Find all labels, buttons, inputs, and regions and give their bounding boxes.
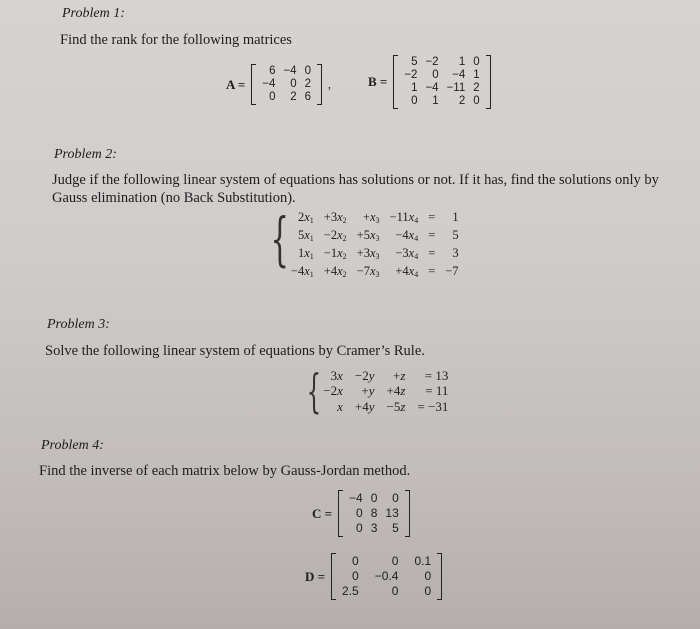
matrix-cell: 0	[473, 95, 480, 107]
equation-term: =	[428, 210, 436, 224]
problem-3-text: Solve the following linear system of equations by Cramer’s Rule.	[45, 343, 425, 359]
equation-term: $-2x_2$	[323, 228, 347, 243]
equation-term: $+3x_2$	[323, 210, 347, 225]
equation-term: $-1x_2$	[323, 246, 347, 261]
matrix-cell: 13	[385, 506, 399, 520]
matrix-c-grid	[343, 490, 405, 537]
equation-term: $+4x_2$	[323, 264, 347, 279]
matrix-cell: 0	[392, 491, 399, 505]
problem-2-text: Judge if the following linear system of equations has solutions or not. If it has, find the solutions only by Gauss elimination (no Back Substitution).	[52, 172, 659, 206]
problem-3-system	[292, 364, 449, 418]
equation-term: = 13	[424, 368, 449, 383]
problem-2-system	[252, 205, 459, 282]
matrix-cell: 0	[352, 554, 359, 568]
problem-3-title: Problem 3:	[47, 317, 110, 332]
equation-term: −7	[445, 264, 459, 278]
matrix-cell: 1	[473, 69, 480, 81]
equation-term: $+x_3$	[362, 210, 380, 225]
equation-term: $+3x_3$	[356, 246, 380, 261]
equation-term: $-7x_3$	[356, 264, 380, 279]
equation-term: −2y	[354, 368, 375, 383]
equation-term: $-4x_4$	[395, 228, 419, 243]
matrix-cell: 0	[352, 569, 359, 583]
matrix-b-grid	[398, 55, 485, 109]
equation-term: 3	[452, 246, 459, 260]
matrix-cell: 2.5	[342, 584, 359, 598]
matrix-cell: 1	[411, 82, 418, 94]
equation-term: 1	[452, 210, 459, 224]
matrix-d	[305, 553, 442, 600]
equation-term: = −31	[417, 398, 449, 414]
equation-term: =	[428, 246, 436, 260]
matrix-cell: 0	[411, 95, 418, 107]
matrix-cell: −4	[283, 65, 297, 77]
equation-term: $-4x_1$	[290, 264, 314, 279]
matrix-cell: 0	[424, 569, 432, 583]
equation-term: +y	[361, 383, 375, 399]
equation-term: +4y	[354, 398, 375, 414]
matrix-a	[226, 64, 331, 105]
matrix-cell: 2	[473, 82, 480, 94]
equation-term: $+4x_4$	[395, 264, 419, 279]
matrix-cell: 0	[269, 91, 276, 103]
matrix-cell: 0	[391, 584, 399, 598]
matrix-cell: −4	[349, 491, 363, 505]
matrix-b-label: B =	[368, 74, 388, 89]
matrix-d-grid	[336, 553, 437, 600]
equation-term: = 11	[425, 383, 449, 399]
problem-2-title: Problem 2:	[54, 147, 117, 162]
problem-1-text: Find the rank for the following matrices	[60, 32, 292, 48]
equation-term: =	[428, 264, 436, 278]
matrix-cell: 2	[290, 91, 297, 103]
matrix-c-label: C =	[312, 505, 333, 521]
matrix-a-grid	[256, 64, 317, 105]
equation-term: $-3x_4$	[395, 246, 419, 261]
problem-4-text: Find the inverse of each matrix below by Gauss-Jordan method.	[39, 463, 411, 479]
matrix-cell: −11	[446, 82, 466, 94]
equation-term: x	[337, 398, 343, 414]
system-3-grid	[323, 368, 448, 414]
matrix-cell: 2	[304, 78, 311, 90]
matrix-cell: 0	[290, 78, 297, 90]
equation-term: +4z	[386, 383, 406, 399]
equation-term: 5	[452, 228, 459, 242]
matrix-cell: −2	[425, 56, 439, 68]
matrix-cell: 0	[424, 584, 432, 598]
matrix-cell: 0	[391, 554, 399, 568]
matrix-d-label: D =	[305, 568, 326, 584]
matrix-cell: 0	[356, 506, 363, 520]
left-brace-icon: {	[270, 205, 289, 273]
equation-term: $1x_1$	[297, 246, 314, 261]
matrix-cell: −0.4	[374, 569, 399, 583]
matrix-c	[312, 490, 410, 537]
matrix-cell: 0	[473, 56, 480, 68]
matrix-a-label: A =	[226, 76, 246, 92]
matrix-cell: 6	[269, 65, 276, 77]
matrix-cell: −4	[262, 78, 276, 90]
matrix-b	[368, 55, 491, 109]
matrix-cell: 5	[411, 56, 418, 68]
matrix-a-suffix: ,	[328, 77, 331, 91]
left-brace-icon: {	[306, 364, 322, 418]
equation-term: −2x	[323, 383, 343, 399]
matrix-cell: 5	[392, 521, 399, 535]
matrix-cell: 0	[356, 521, 363, 535]
matrix-cell: 0	[370, 491, 378, 505]
equation-term: $5x_1$	[297, 228, 314, 243]
equation-term: +z	[393, 368, 406, 383]
matrix-cell: 6	[304, 91, 311, 103]
system-2-grid	[291, 210, 459, 282]
problem-4-title: Problem 4:	[41, 438, 104, 453]
equation-term: −5z	[386, 398, 406, 414]
equation-term: 3x	[330, 368, 343, 383]
equation-term: $+5x_3$	[356, 228, 380, 243]
matrix-cell: −2	[404, 69, 418, 81]
matrix-cell: 8	[370, 506, 378, 520]
matrix-cell: 0.1	[414, 554, 432, 568]
matrix-cell: 1	[432, 95, 439, 107]
matrix-cell: 1	[458, 56, 466, 68]
matrix-cell: 0	[432, 69, 439, 81]
equation-term: $-11x_4$	[389, 210, 419, 225]
matrix-cell: 0	[304, 65, 311, 77]
problem-1-title: Problem 1:	[62, 6, 125, 21]
matrix-cell: −4	[425, 82, 439, 94]
equation-term: $2x_1$	[297, 210, 314, 225]
equation-term: =	[428, 228, 436, 242]
matrix-cell: 3	[370, 521, 378, 535]
matrix-cell: 2	[458, 95, 466, 107]
matrix-cell: −4	[452, 69, 466, 81]
